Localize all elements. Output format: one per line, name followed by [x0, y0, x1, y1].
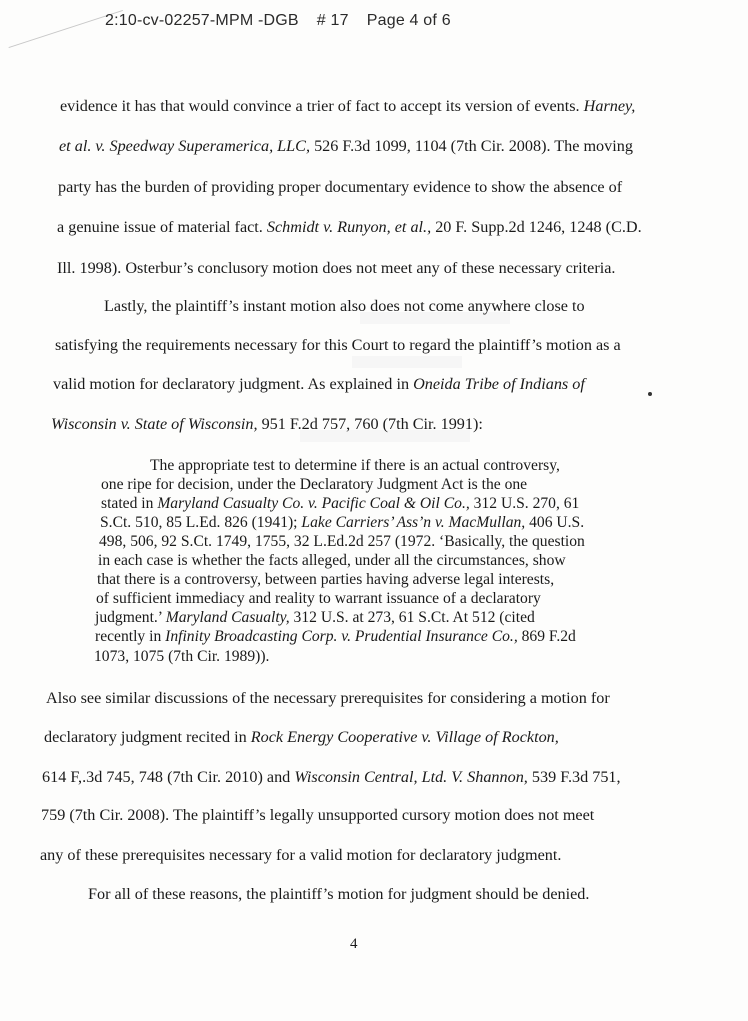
quote-line: stated in Maryland Casualty Co. v. Pacific Coal & Oil Co., 312 U.S. 270, 61 [101, 495, 580, 512]
page-number: 4 [350, 936, 358, 952]
quote-line: 1073, 1075 (7th Cir. 1989)). [94, 648, 270, 665]
quote-line: recently in Infinity Broadcasting Corp. v. Prudential Insurance Co., 869 F.2d [95, 628, 576, 645]
court-filing-header [105, 12, 451, 30]
body-line: et al. v. Speedway Superamerica, LLC, 526 F.3d 1099, 1104 (7th Cir. 2008). The moving [59, 137, 633, 155]
bleed-through-mark [352, 356, 462, 368]
quote-line: 498, 506, 92 S.Ct. 1749, 1755, 32 L.Ed.2d 257 (1972. ‘Basically, the question [99, 533, 585, 550]
quote-line: judgment.’ Maryland Casualty, 312 U.S. at 273, 61 S.Ct. At 512 (cited [95, 609, 535, 626]
body-line: Also see similar discussions of the necessary prerequisites for considering a motion for [46, 689, 610, 707]
body-line: party has the burden of providing proper documentary evidence to show the absence of [58, 178, 623, 196]
body-line: declaratory judgment recited in Rock Energy Cooperative v. Village of Rockton, [44, 728, 559, 746]
quote-line: in each case is whether the facts alleged, under all the circumstances, show [98, 552, 566, 569]
document-number: # 17 [316, 12, 349, 29]
body-line: Lastly, the plaintiff’s instant motion also does not come anywhere close to [104, 297, 585, 315]
quote-line: that there is a controversy, between parties having adverse legal interests, [97, 571, 555, 588]
body-line: For all of these reasons, the plaintiff’s motion for judgment should be denied. [88, 885, 590, 903]
body-line: a genuine issue of material fact. Schmidt v. Runyon, et al., 20 F. Supp.2d 1246, 1248 (C.D. [57, 218, 642, 236]
quote-line: The appropriate test to determine if there is an actual controversy, [150, 457, 560, 474]
body-line: Wisconsin v. State of Wisconsin, 951 F.2d 757, 760 (7th Cir. 1991): [51, 415, 483, 433]
body-line: satisfying the requirements necessary for this Court to regard the plaintiff’s motion as a [55, 336, 621, 354]
body-line: any of these prerequisites necessary for a valid motion for declaratory judgment. [40, 846, 562, 864]
header-page-indicator: Page 4 of 6 [366, 12, 451, 29]
stray-ink-dot [648, 392, 652, 396]
body-line: evidence it has that would convince a trier of fact to accept its version of events. Harney, [60, 97, 636, 115]
body-line: valid motion for declaratory judgment. As explained in Oneida Tribe of Indians of [53, 375, 585, 393]
body-line: 759 (7th Cir. 2008). The plaintiff’s legally unsupported cursory motion does not meet [41, 806, 595, 824]
quote-line: of sufficient immediacy and reality to warrant issuance of a declaratory [96, 590, 541, 607]
quote-line: one ripe for decision, under the Declaratory Judgment Act is the one [101, 476, 528, 493]
body-line: Ill. 1998). Osterbur’s conclusory motion does not meet any of these necessary criteria. [57, 259, 616, 277]
case-number: 2:10-cv-02257-MPM -DGB [105, 12, 299, 29]
quote-line: S.Ct. 510, 85 L.Ed. 826 (1941); Lake Carriers’ Ass’n v. MacMullan, 406 U.S. [100, 514, 585, 531]
body-line: 614 F,.3d 745, 748 (7th Cir. 2010) and Wisconsin Central, Ltd. V. Shannon, 539 F.3d 751, [42, 768, 621, 786]
